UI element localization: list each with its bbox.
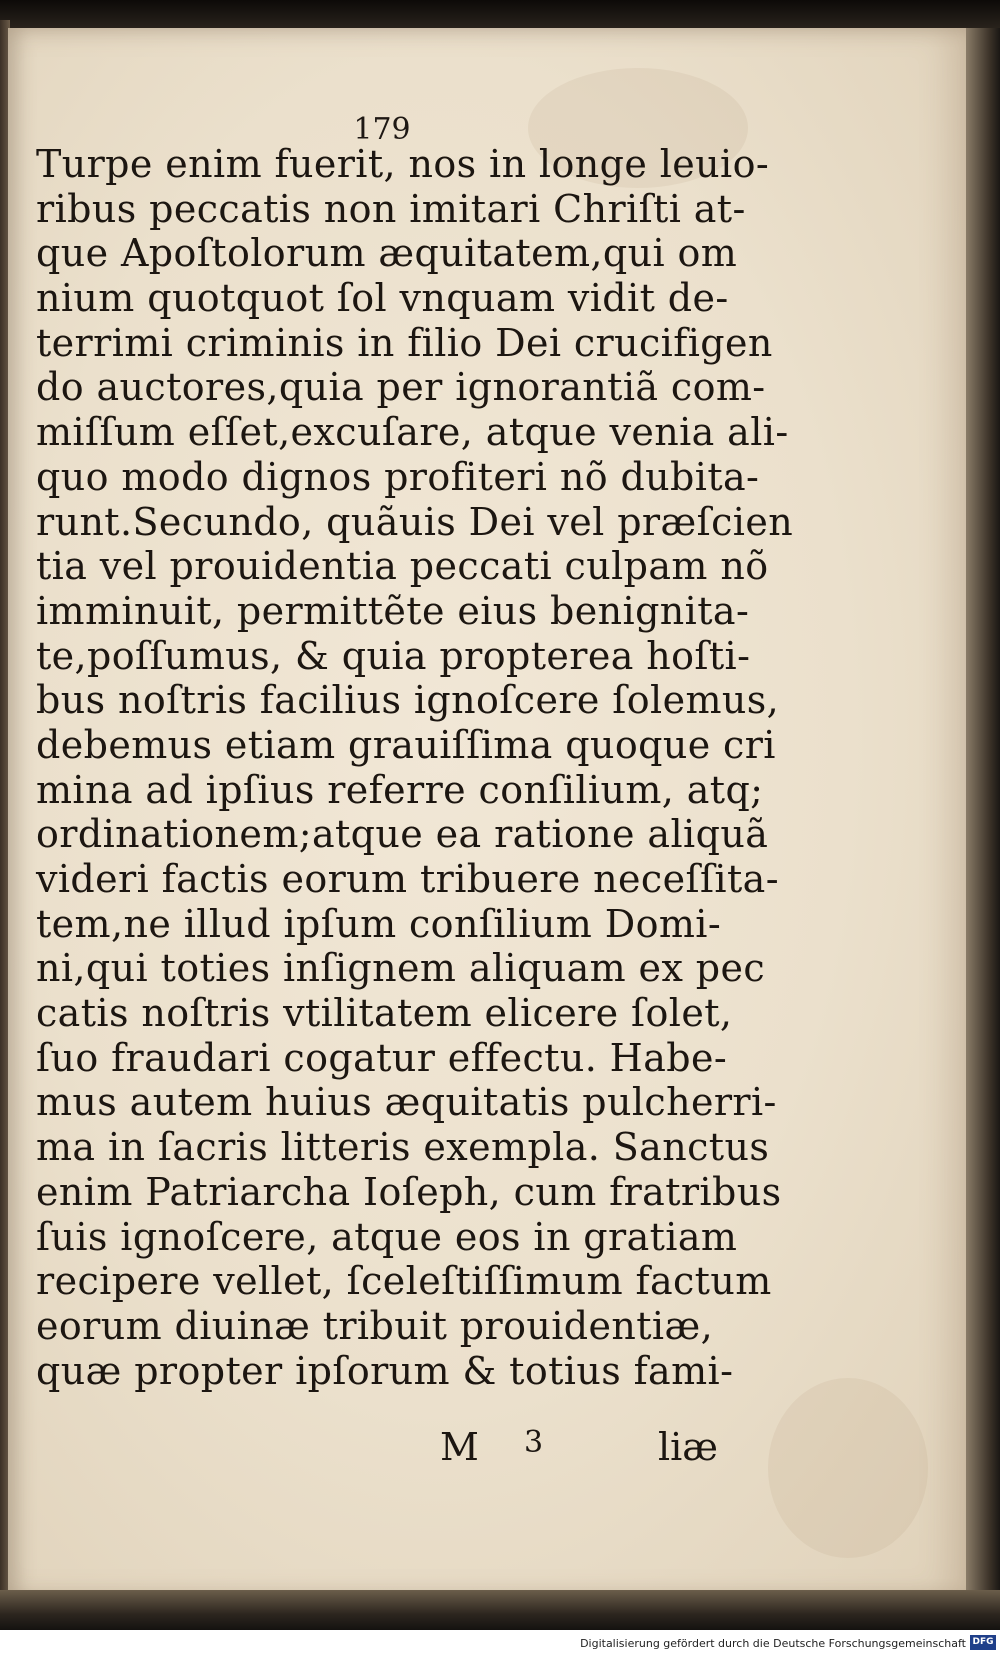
text-line: mina ad ipſius referre conſilium, atq; [36,767,764,812]
text-line: nium quotquot ſol vnquam vidit de- [36,276,729,321]
catchword: liæ [658,1425,719,1469]
text-line: ſuis ignoſcere, atque eos in gratiam [36,1214,738,1259]
text-line: Turpe enim fuerit, nos in longe leuio- [36,142,770,186]
text-line: runt.Secundo, quãuis Dei vel præſcien [36,499,794,544]
text-line: eorum diuinæ tribuit prouidentiæ, [36,1303,714,1348]
text-line: ma in ſacris litteris exempla. Sanctus [36,1125,770,1170]
dfg-logo-icon[interactable]: DFG [970,1635,996,1650]
text-line: mus autem huius æquitatis pulcherri- [36,1080,777,1125]
text-line: debemus etiam grauiſſima quoque cri [36,722,776,767]
footer-credit: Digitalisierung gefördert durch die Deutsche Forschungsgemeinschaft [580,1637,966,1650]
text-line: catis noſtris vtilitatem elicere ſolet, [36,991,733,1036]
text-line: ordinationem;atque ea ratione aliquã [36,812,769,857]
text-line: ni,qui toties inſignem aliquam ex pec [36,946,766,991]
text-line: tem,ne illud ipſum conſilium Domi- [36,901,722,946]
book-edge-bottom [0,1590,1000,1630]
text-line: ribus peccatis non imitari Chriſti at- [36,186,746,231]
signature-mark: M [440,1425,479,1469]
text-line: videri factis eorum tribuere neceſſita- [36,857,779,901]
text-line: terrimi criminis in filio Dei crucifigen [36,320,773,365]
text-line: te,poſſumus, & quia propterea hoſti- [36,633,751,678]
text-line: miſſum eſſet,excuſare, atque venia ali- [36,410,789,455]
text-line: do auctores,quia per ignorantiã com- [36,365,766,410]
paper-stain [768,1378,928,1558]
footer-bar [0,1630,1000,1658]
text-line: quæ propter ipſorum & totius fami- [36,1348,734,1393]
text-line: tia vel prouidentia peccati culpam nõ [36,544,769,589]
text-line: bus noſtris facilius ignoſcere ſolemus, [36,678,780,723]
signature-number: 3 [524,1425,544,1460]
text-line: quo modo dignos profiteri nõ dubita- [36,454,760,499]
text-line: imminuit, permittẽte eius benignita- [36,588,750,633]
scan-top-strip [0,0,1000,30]
text-line: recipere vellet, ſceleſtiſſimum factum [36,1259,772,1304]
text-line: ſuo fraudari cogatur effectu. Habe- [36,1035,728,1080]
text-line: enim Patriarcha Ioſeph, cum fratribus [36,1169,782,1214]
book-edge-right [966,28,1000,1618]
signature-line [440,1425,720,1471]
body-text [36,142,794,1393]
page-number: 179 [353,112,411,147]
text-line: que Apoſtolorum æquitatem,qui om [36,231,738,276]
